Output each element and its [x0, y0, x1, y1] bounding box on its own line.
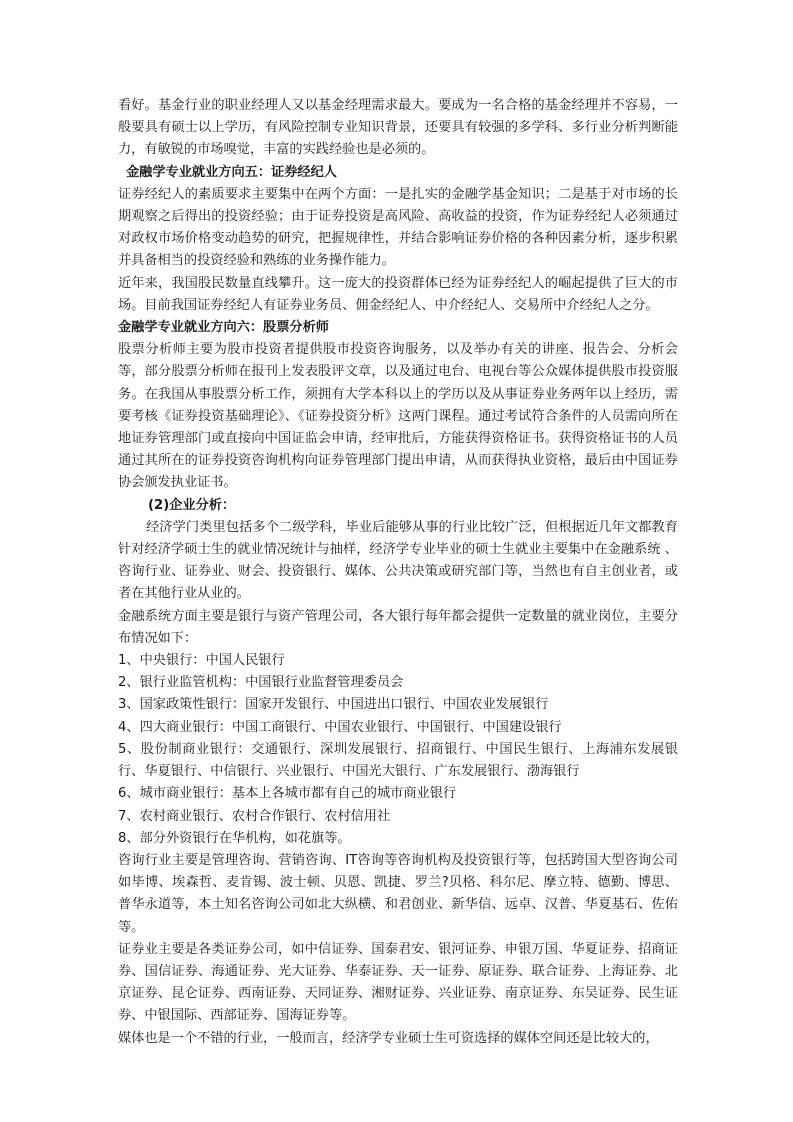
paragraph-economics-employment: 经济学门类里包括多个二级学科，毕业后能够从事的行业比较广泛，但根据近几年文都教育针对经济学硕士生的就业情况统计与抽样，经济学专业毕业的硕士生就业主要集中在金融系统 、咨询行业、证券业、财会、投资银行、媒体、公共决策或研究部门等，当然也有自主创业者，或者在其他行业从业的。: [118, 519, 678, 602]
heading-securities-broker: 金融学专业就业方向五：证券经纪人: [126, 164, 337, 180]
list-item: 3、国家政策性银行：国家开发银行、中国进出口银行、中国农业发展银行: [118, 697, 549, 713]
paragraph-broker-qualities: 证券经纪人的素质要求主要集中在两个方面：一是扎实的金融学基金知识；二是基于对市场的长期观察之后得出的投资经验；由于证券投资是高风险、高收益的投资，作为证券经纪人必须通过对政权市场价格变动趋势的研究，把握规律性，并结合影响证券价格的各种因素分析，逐步积累并具备相当的投资经验和熟练的业务操作能力。: [118, 186, 678, 269]
document-page: [118, 95, 678, 1050]
paragraph-stock-analyst: 股票分析师主要为股市投资者提供股市投资咨询服务，以及举办有关的讲座、报告会、分析会等，部分股票分析师在报刊上发表股评文章，以及通过电台、电视台等公众媒体提供股市投资服务。在我国从事股票分析工作，须拥有大学本科以上的学历以及从事证券业务两年以上经历，需要考核《证券投资基础理论》、《证券投资分析》这两门课程。通过考试符合条件的人员需向所在地证券管理部门或直接向中国证监会申请，经审批后，方能获得资格证书。获得资格证书的人员通过其所在的证券投资咨询机构向证券管理部门提出申请，从而获得执业资格，最后由中国证券协会颁发执业证书。: [118, 342, 678, 491]
list-item: 6、城市商业银行：基本上各城市都有自己的城市商业银行: [118, 786, 457, 802]
list-item: 5、股份制商业银行：交通银行、深圳发展银行、招商银行、中国民生银行、上海浦东发展银行、华夏银行、中信银行、兴业银行、中国光大银行、广东发展银行、渤海银行: [118, 741, 678, 780]
paragraph-media: 媒体也是一个不错的行业，一般而言，经济学专业硕士生可资选择的媒体空间还是比较大的，: [118, 1030, 659, 1046]
list-item: 2、银行业监管机构：中国银行业监督管理委员会: [118, 675, 404, 691]
heading-enterprise-analysis: (2)企业分析：: [148, 497, 236, 513]
paragraph-consulting: 咨询行业主要是管理咨询、营销咨询、IT咨询等咨询机构及投资银行等，包括跨国大型咨询公司如毕博、埃森哲、麦肯锡、波士顿、贝恩、凯捷、罗兰?贝格、科尔尼、摩立特、德勤、博思、普华永道等，本土知名咨询公司如北大纵横、和君创业、新华信、远卓、汉普、华夏基石、佐佑等。: [118, 852, 678, 935]
list-item: 4、四大商业银行：中国工商银行、中国农业银行、中国银行、中国建设银行: [118, 719, 562, 735]
heading-stock-analyst: 金融学专业就业方向六：股票分析师: [118, 320, 329, 336]
list-item: 7、农村商业银行、农村合作银行、农村信用社: [118, 808, 391, 824]
list-item: 8、部分外资银行在华机构，如花旗等。: [118, 830, 351, 846]
paragraph-financial-system: 金融系统方面主要是银行与资产管理公司，各大银行每年都会提供一定数量的就业岗位，主要分布情况如下：: [118, 608, 678, 646]
paragraph-fund-manager: 看好。基金行业的职业经理人又以基金经理需求最大。要成为一名合格的基金经理并不容易，一般要具有硕士以上学历，有风险控制专业知识背景，还要具有较强的多学科、多行业分析判断能力，有敏锐的市场嗅觉，丰富的实践经验也是必须的。: [118, 98, 678, 158]
paragraph-securities: 证券业主要是各类证券公司，如中信证券、国泰君安、银河证券、申银万国、华夏证券、招商证券、国信证券、海通证券、光大证券、华泰证券、天一证券、原证券、联合证券、上海证券、北京证券、昆仑证券、西南证券、天同证券、湘财证券、兴业证券、南京证券、东吴证券、民生证券、中银国际、西部证券、国海证券等。: [118, 941, 678, 1024]
paragraph-broker-market: 近年来，我国股民数量直线攀升。这一庞大的投资群体已经为证券经纪人的崛起提供了巨大的市场。目前我国证券经纪人有证券业务员、佣金经纪人、中介经纪人、交易所中介经纪人之分。: [118, 275, 678, 313]
list-item: 1、中央银行：中国人民银行: [118, 653, 285, 669]
